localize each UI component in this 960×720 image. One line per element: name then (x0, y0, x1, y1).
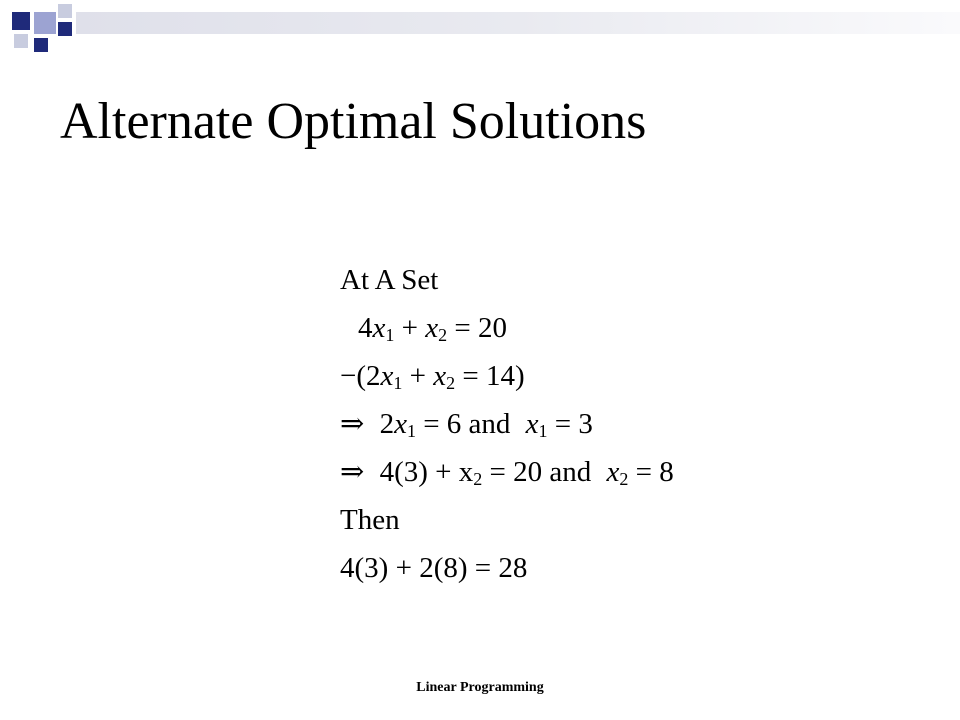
variable-x: x (525, 408, 539, 440)
constant: 8 (659, 456, 674, 488)
corner-square-lavender (34, 12, 56, 34)
operator-plus: + (409, 360, 426, 392)
equation-line-2 (340, 304, 674, 352)
operator-equals: = (489, 456, 506, 488)
implies-arrow-icon: ⇒ (340, 456, 365, 488)
equation-line-5 (340, 448, 674, 496)
subscript: 2 (438, 325, 448, 345)
operator-equals: = (423, 408, 440, 440)
slide-footer: Linear Programming (416, 680, 544, 695)
operator-equals: = (474, 552, 492, 584)
equation-line-6 (340, 496, 674, 544)
variable-x: x (606, 456, 620, 488)
constant: 6 (446, 408, 462, 440)
text-then: Then (340, 504, 400, 536)
term: 2(8) (419, 552, 468, 584)
subscript: 1 (538, 421, 548, 441)
subscript: 2 (473, 469, 483, 489)
term: 4(3) (340, 552, 389, 584)
word-and: and (468, 408, 511, 440)
header-bar (76, 12, 960, 34)
subscript: 2 (619, 469, 629, 489)
term: 4(3) (379, 456, 428, 488)
operator-equals: = (454, 312, 471, 344)
corner-square-navy (58, 22, 72, 36)
equation-line-4 (340, 400, 674, 448)
operator-plus: + (401, 312, 418, 344)
variable-x: x (433, 360, 447, 392)
equation-line-1 (340, 256, 674, 304)
subscript: 1 (393, 373, 403, 393)
constant: 3 (578, 408, 593, 440)
variable-x: x (425, 312, 439, 344)
text-at-a-set: At A Set (340, 264, 439, 296)
subscript: 1 (406, 421, 416, 441)
equation-line-3 (340, 352, 674, 400)
variable-x: x (380, 360, 394, 392)
constant: 20 (513, 456, 543, 488)
corner-square-light (14, 34, 28, 48)
constant: 28 (498, 552, 528, 584)
constant: 20 (477, 312, 507, 344)
operator-equals: = (635, 456, 652, 488)
equation-line-7 (340, 544, 674, 592)
corner-square-light (58, 4, 72, 18)
implies-arrow-icon: ⇒ (340, 408, 365, 440)
corner-decoration (0, 0, 80, 60)
slide-title: Alternate Optimal Solutions (60, 93, 647, 150)
subscript: 1 (385, 325, 395, 345)
corner-square-navy (12, 12, 30, 30)
corner-square-navy (34, 38, 48, 52)
variable-x-upright: x (458, 456, 474, 488)
minus-paren: −(2 (340, 360, 381, 392)
operator-equals: = (554, 408, 572, 440)
equation-block (340, 256, 674, 592)
subscript: 2 (446, 373, 456, 393)
variable-x: x (394, 408, 407, 440)
operator-plus: + (395, 552, 412, 584)
coefficient: 4 (358, 312, 373, 344)
operator-equals: = (462, 360, 479, 392)
operator-plus: + (435, 456, 452, 488)
word-and: and (549, 456, 592, 488)
variable-x: x (372, 312, 386, 344)
coefficient: 2 (379, 408, 395, 440)
constant: 14) (485, 360, 525, 392)
